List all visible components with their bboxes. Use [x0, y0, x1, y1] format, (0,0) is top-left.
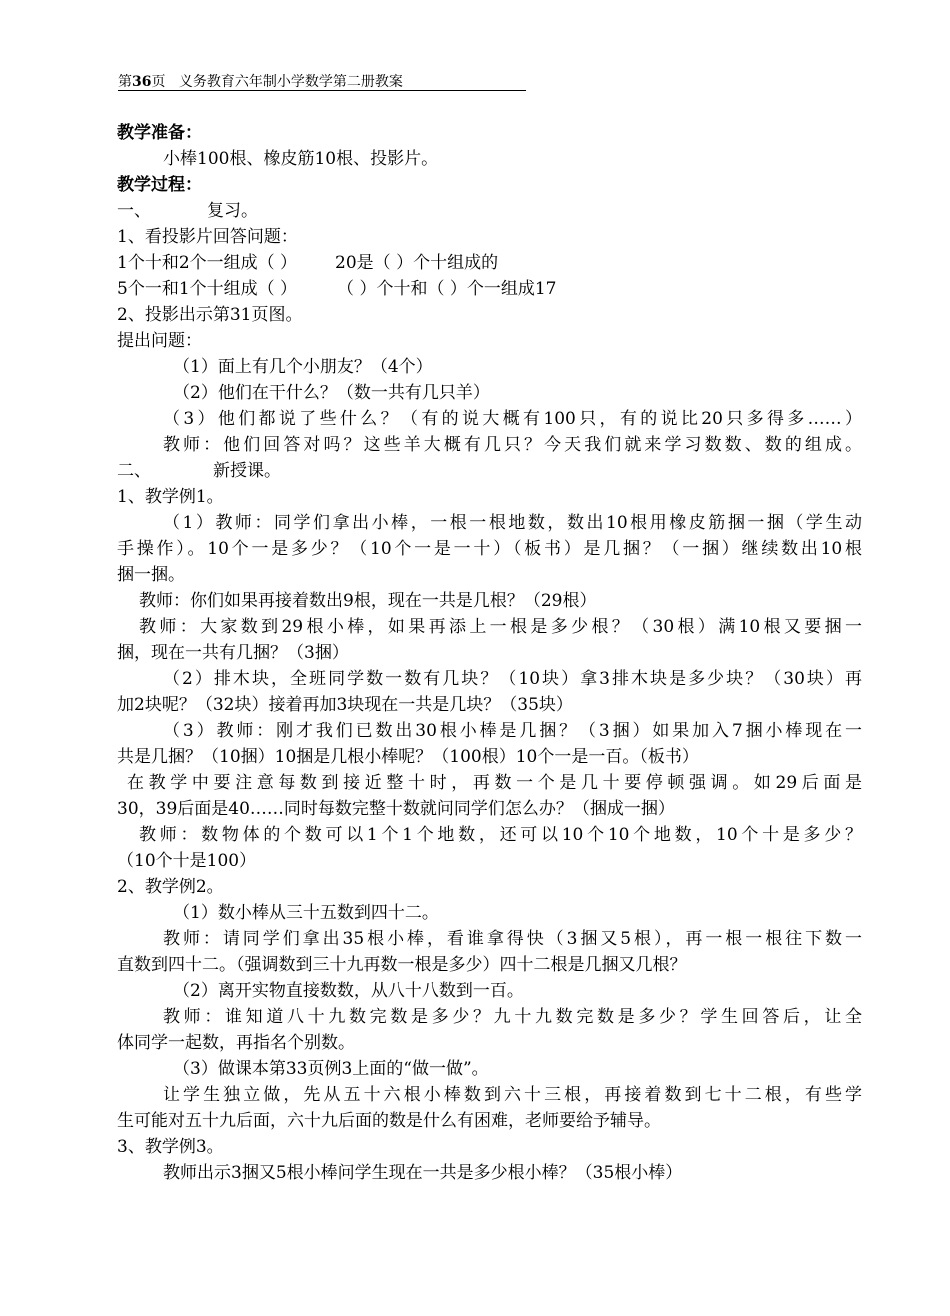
paragraph: （3）教师：刚才我们已数出30根小棒是几捆？（3捆）如果加入7捆小棒现在一 [163, 721, 863, 741]
paragraph: （2）离开实物直接数数，从八十八数到一百。 [173, 981, 524, 1001]
paragraph: （1）面上有几个小朋友？（4个） [173, 357, 433, 377]
page-number: 36 [132, 74, 152, 90]
paragraph: 在教学中要注意每数到接近整十时，再数一个是几十要停顿强调。如29后面是 [127, 773, 862, 793]
page-label-post: 页 [151, 74, 166, 90]
paragraph [117, 276, 862, 302]
paragraph: 体同学一起数，再指名个别数。 [117, 1033, 355, 1053]
lesson-plan-body [117, 120, 862, 1186]
section-title: 复习。 [207, 201, 258, 221]
paragraph: 2、投影出示第31页图。 [117, 305, 303, 325]
section-heading-prep: 教学准备： [117, 123, 202, 143]
paragraph: 教师：数物体的个数可以1个1个地数，还可以10个10个地数，10个十是多少？ [139, 825, 862, 845]
paragraph: 让学生独立做，先从五十六根小棒数到六十三根，再接着数到七十二根，有些学 [163, 1085, 862, 1105]
paragraph: 教师：你们如果再接着数出9根，现在一共是几根？（29根） [139, 591, 597, 611]
paragraph: 教师：谁知道八十九数完数是多少？九十九数完数是多少？学生回答后，让全 [163, 1007, 862, 1027]
paragraph: 2、教学例2。 [117, 877, 224, 897]
paragraph: 加2块呢？（32块）接着再加3块现在一共是几块？（35块） [117, 695, 573, 715]
question-blank: 5个一和1个十组成（ ） [117, 279, 298, 299]
section-number: 二、 [117, 461, 151, 481]
paragraph: 30，39后面是40……同时每数完整十数就问同学们怎么办？（捆成一捆） [117, 799, 675, 819]
paragraph: 1、教学例1。 [117, 487, 224, 507]
paragraph: （2）他们在干什么？（数一共有几只羊） [173, 383, 490, 403]
section-heading-process: 教学过程： [117, 175, 202, 195]
paragraph: 3、教学例3。 [117, 1137, 224, 1157]
prep-materials: 小棒100根、橡皮筋10根、投影片。 [163, 149, 439, 169]
question-blank: 1个十和2个一组成（ ） [117, 253, 298, 273]
book-title: 义务教育六年制小学数学第二册教案 [178, 74, 403, 90]
paragraph: 教师：大家数到29根小棒，如果再添上一根是多少根？（30根）满10根又要捆一 [139, 617, 862, 637]
section-number: 一、 [117, 201, 151, 221]
paragraph: 提出问题： [117, 331, 202, 351]
paragraph: 共是几捆？（10捆）10捆是几根小棒呢？（100根）10个一是一百。（板书） [117, 747, 699, 767]
section-review [117, 198, 862, 224]
paragraph: （2）排木块，全班同学数一数有几块？（10块）拿3排木块是多少块？（30块）再 [163, 669, 862, 689]
paragraph: 捆一捆。 [117, 565, 185, 585]
paragraph: （10个十是100） [117, 851, 257, 871]
paragraph: 教师：请同学们拿出35根小棒，看谁拿得快（3捆又5根），再一根一根往下数一 [163, 929, 862, 949]
paragraph: （1）数小棒从三十五数到四十二。 [173, 903, 439, 923]
paragraph: 教师：他们回答对吗？这些羊大概有几只？今天我们就来学习数数、数的组成。 [163, 435, 862, 455]
paragraph: 手操作）。10个一是多少？（10个一是一十）（板书）是几捆？（一捆）继续数出10根 [117, 539, 862, 559]
paragraph [117, 250, 862, 276]
running-header [118, 74, 526, 91]
paragraph: 生可能对五十九后面，六十九后面的数是什么有困难，老师要给予辅导。 [117, 1111, 661, 1131]
paragraph: 直数到四十二。（强调数到三十九再数一根是多少）四十二根是几捆又几根？ [117, 955, 687, 975]
question-blank: 20是（ ）个十组成的 [335, 253, 499, 273]
paragraph: （3）做课本第33页例3上面的“做一做”。 [173, 1059, 489, 1079]
paragraph: 教师出示3捆又5根小棒问学生现在一共是多少根小棒？（35根小棒） [163, 1163, 683, 1183]
page-label-pre: 第 [118, 74, 132, 90]
paragraph: 1、看投影片回答问题： [117, 227, 298, 247]
paragraph: （3）他们都说了些什么？（有的说大概有100只，有的说比20只多得多……） [163, 409, 862, 429]
paragraph: （1）教师：同学们拿出小棒，一根一根地数，数出10根用橡皮筋捆一捆（学生动 [163, 513, 862, 533]
section-new-lesson [117, 458, 862, 484]
question-blank: （ ）个十和（ ）个一组成17 [337, 279, 557, 299]
paragraph: 捆，现在一共有几捆？（3捆） [117, 643, 349, 663]
section-title: 新授课。 [213, 461, 281, 481]
